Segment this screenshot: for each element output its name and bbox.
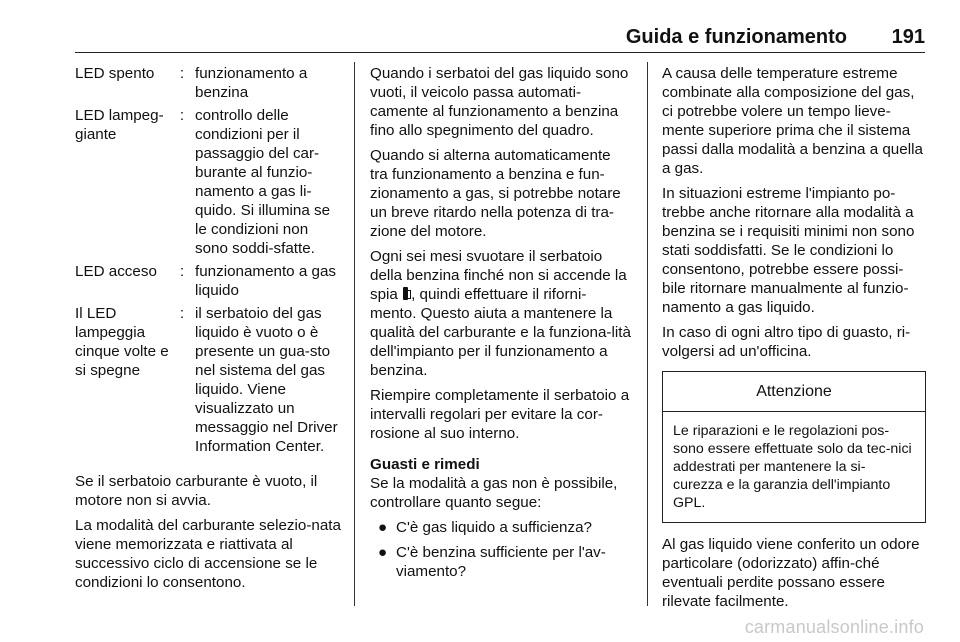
led-state: LED spento: [75, 65, 155, 82]
led-colon: :: [179, 263, 185, 280]
led-colon: :: [179, 305, 185, 322]
bullet-icon: ●: [378, 519, 388, 536]
paragraph-text: , quindi effettuare il riforni-mento. Questo aiuta a mantenere la qualità del carburante e la funziona-lità dell'impianto per il funzionamento a benzina.: [370, 286, 631, 379]
paragraph: Quando si alterna automaticamente tra funzionamento a benzina e fun-zionamento a gas, si potrebbe notare un breve ritardo nella potenza di tra-zione del motore.: [370, 147, 621, 240]
led-row: [75, 64, 343, 102]
warning-body: Le riparazioni e le regolazioni pos-sono essere effettuate solo da tec-nici addestrati per mantenere la si-curezza e la garanzia dell'impianto GPL.: [673, 423, 912, 511]
list-item-text: C'è benzina sufficiente per l'av-viamento?: [396, 544, 606, 580]
list-item: [370, 543, 632, 581]
led-colon: :: [179, 107, 185, 124]
fuel-pump-icon: [402, 287, 411, 300]
page-header: [75, 24, 925, 53]
paragraph-with-icon: [370, 247, 632, 380]
warning-title: Attenzione: [663, 372, 925, 412]
subheading: Guasti e rimedi: [370, 456, 480, 473]
section-title: Guida e funzionamento: [625, 26, 847, 48]
led-description: funzionamento a gas liquido: [195, 263, 337, 299]
led-state: LED lampeg-giante: [75, 107, 164, 143]
paragraph: In caso di ogni altro tipo di guasto, ri-volgersi ad un'officina.: [662, 324, 911, 360]
list-item-text: C'è gas liquido a sufficienza?: [396, 519, 592, 536]
list-item: [370, 518, 632, 537]
led-state: LED acceso: [75, 263, 157, 280]
checklist: [370, 518, 632, 581]
watermark: carmanualsonline.info: [744, 617, 924, 637]
column-divider-2: [647, 62, 648, 606]
led-row: [75, 106, 343, 258]
column-divider-1: [354, 62, 355, 606]
paragraph: Se il serbatoio carburante è vuoto, il motore non si avvia.: [75, 473, 318, 509]
paragraph: Se la modalità a gas non è possibile, controllare quanto segue:: [370, 475, 618, 511]
led-row: [75, 262, 343, 300]
paragraph: Quando i serbatoi del gas liquido sono vuoti, il veicolo passa automati-camente al funzionamento a benzina fino allo spegnimento del quadro.: [370, 65, 629, 139]
column-2: [370, 64, 632, 587]
led-colon: :: [179, 65, 185, 82]
page-number: 191: [891, 26, 925, 48]
led-status-table: [75, 64, 343, 456]
led-description: funzionamento a benzina: [195, 65, 308, 101]
paragraph: Riempire completamente il serbatoio a intervalli regolari per evitare la cor-rosione al suo interno.: [370, 387, 630, 442]
led-row: [75, 304, 343, 456]
column-1: [75, 64, 343, 598]
bullet-icon: ●: [378, 544, 388, 561]
led-state: Il LED lampeggia cinque volte e si spegne: [75, 305, 169, 379]
paragraph: Al gas liquido viene conferito un odore particolare (odorizzato) affin-ché eventuali perdite possano essere rilevate facilmente.: [662, 536, 920, 610]
paragraph: In situazioni estreme l'impianto po-trebbe anche ritornare alla modalità a benzina se i requisiti minimi non sono stati soddisfatti. Se le condizioni lo consentono, potrebbe essere possi-bile ritornare manualmente al funzio-namento a gas liquido.: [662, 185, 915, 316]
paragraph-text: Ogni sei mesi svuotare il serbatoio della benzina finché non si accende la spia: [370, 248, 627, 303]
led-description: controllo delle condizioni per il passaggio del car-burante al funzio-namento a gas li-quido. Si illumina se le condizioni non sono soddi-sfatte.: [195, 107, 331, 257]
led-description: il serbatoio del gas liquido è vuoto o è presente un gua-sto nel sistema del gas liquido. Viene visualizzato un messaggio nel Driver Information Center.: [195, 305, 338, 455]
warning-box: [662, 371, 926, 523]
paragraph: A causa delle temperature estreme combinate alla composizione del gas, ci potrebbe volere un tempo lieve-mente superiore prima che il sistema passi dalla modalità a benzina a quella a gas.: [662, 65, 923, 177]
paragraph: La modalità del carburante selezio-nata viene memorizzata e riattivata al successivo ciclo di accensione se le condizioni lo consentono.: [75, 517, 341, 591]
column-3: [662, 64, 926, 617]
